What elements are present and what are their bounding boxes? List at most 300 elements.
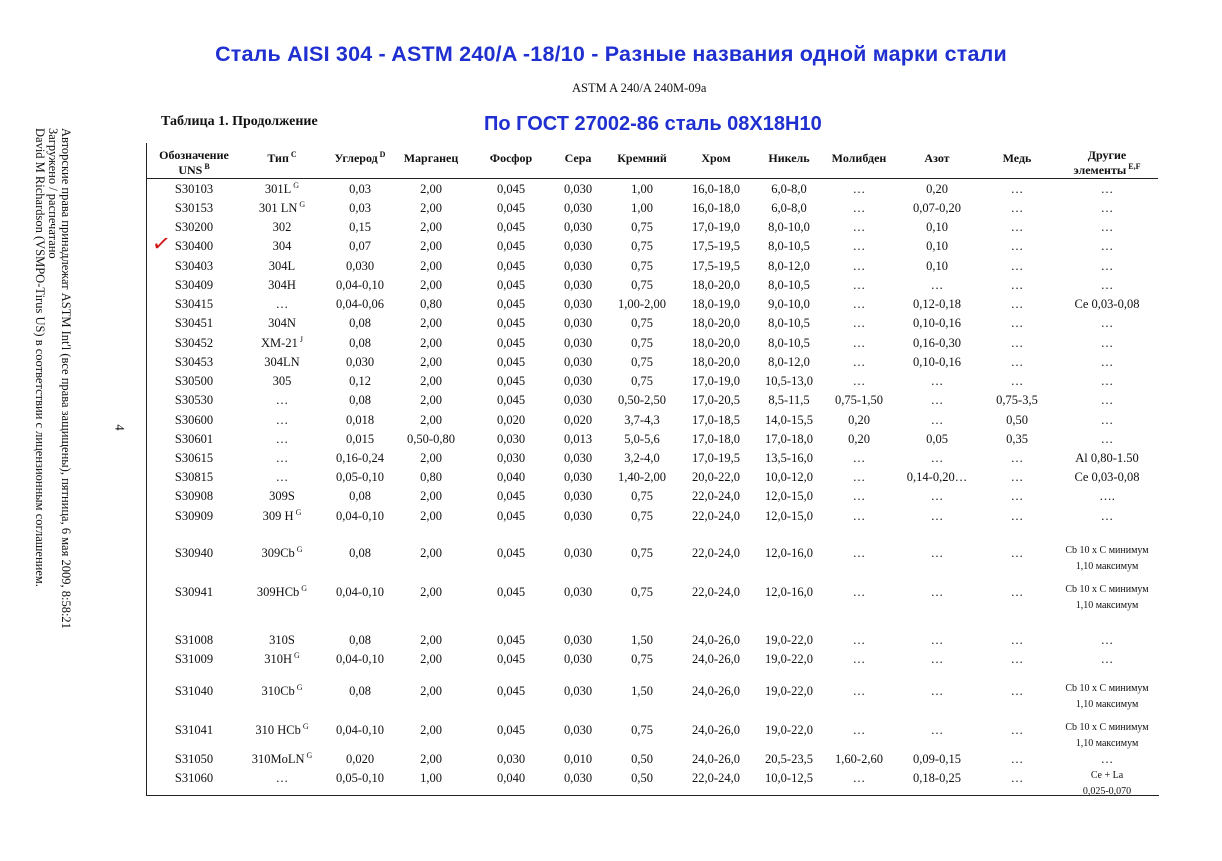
- footnote-marker: C: [288, 150, 297, 159]
- check-mark-icon: ✓: [150, 230, 173, 259]
- table-cell: 12,0-15,0: [765, 489, 813, 503]
- table-cell: 18,0-20,0: [692, 316, 740, 330]
- table-cell: …: [1010, 633, 1024, 647]
- table-cell-note: 1,10 максимум: [1075, 699, 1139, 710]
- table-cell: S30600: [174, 413, 214, 427]
- table-cell: …: [1100, 201, 1114, 215]
- table-cell: 0,030: [563, 509, 593, 523]
- table-cell: 0,18-0,25: [913, 771, 961, 785]
- table-cell: …: [930, 413, 944, 427]
- table-cell: 0,030: [563, 684, 593, 698]
- table-cell: …: [275, 470, 289, 484]
- table-cell: 0,030: [345, 355, 375, 369]
- table-cell: 6,0-8,0: [771, 201, 807, 215]
- table-cell: 24,0-26,0: [692, 684, 740, 698]
- table-cell: S30601: [174, 432, 214, 446]
- table-cell: …: [852, 684, 866, 698]
- header-divider: [146, 178, 1158, 179]
- table-cell: 24,0-26,0: [692, 633, 740, 647]
- table-cell: 309Cb $^G$: [261, 544, 303, 560]
- table-cell: 0,030: [563, 470, 593, 484]
- table-cell: 0,030: [563, 393, 593, 407]
- table-cell: 0,07: [349, 239, 371, 253]
- table-cell-note: 1,10 максимум: [1075, 738, 1139, 749]
- table-cell: S30452: [174, 336, 214, 350]
- table-cell-note: 1,10 максимум: [1075, 600, 1139, 611]
- table-cell: 0,75: [631, 374, 653, 388]
- table-cell: 2,00: [420, 752, 442, 766]
- table-cell: S30409: [174, 278, 214, 292]
- table-cell: S30415: [174, 297, 214, 311]
- table-cell: …: [852, 182, 866, 196]
- table-cell: 24,0-26,0: [692, 723, 740, 737]
- footnote-marker: G: [294, 544, 303, 554]
- footnote-marker: J: [297, 334, 303, 344]
- table-cell: 310Cb $^G$: [261, 682, 303, 698]
- table-cell: 0,09-0,15: [913, 752, 961, 766]
- table-cell: …: [852, 259, 866, 273]
- table-cell: 5,0-5,6: [624, 432, 660, 446]
- table-cell: …: [1010, 259, 1024, 273]
- table-cell: …: [930, 652, 944, 666]
- table-cell: 310MoLN $^G$: [251, 750, 313, 766]
- table-cell: …: [1010, 470, 1024, 484]
- table-cell: 0,030: [563, 336, 593, 350]
- table-cell: 0,04-0,10: [336, 509, 384, 523]
- table-cell: 18,0-20,0: [692, 355, 740, 369]
- table-cell: 0,50-0,80: [407, 432, 455, 446]
- table-cell: 0,80: [420, 470, 442, 484]
- table-cell: 0,04-0,10: [336, 585, 384, 599]
- table-cell: 304L: [268, 259, 296, 273]
- table-cell: 0,030: [496, 432, 526, 446]
- table-cell: 2,00: [420, 413, 442, 427]
- table-cell: …: [852, 723, 866, 737]
- table-cell: S30200: [174, 220, 214, 234]
- column-header-line2: UNS $^B$: [178, 162, 210, 177]
- table-cell-note: 1,10 максимум: [1075, 561, 1139, 572]
- table-cell: 16,0-18,0: [692, 182, 740, 196]
- table-cell: 0,045: [496, 239, 526, 253]
- table-cell: …: [1100, 633, 1114, 647]
- table-cell: 0,030: [563, 316, 593, 330]
- table-cell: 19,0-22,0: [765, 723, 813, 737]
- table-cell: 22,0-24,0: [692, 585, 740, 599]
- table-cell: 0,75: [631, 259, 653, 273]
- table-cell: 10,0-12,0: [765, 470, 813, 484]
- table-cell: 310 HCb $^G$: [255, 721, 309, 737]
- table-cell: …: [1010, 723, 1024, 737]
- table-cell: 22,0-24,0: [692, 546, 740, 560]
- footnote-marker: E,F: [1126, 162, 1141, 171]
- table-cell: 0,045: [496, 633, 526, 647]
- table-cell: 0,018: [345, 413, 375, 427]
- table-cell: …: [930, 489, 944, 503]
- table-cell: 309S: [269, 489, 295, 503]
- table-cell: …: [1010, 336, 1024, 350]
- table-cell: 0,030: [563, 278, 593, 292]
- table-cell: 0,045: [496, 316, 526, 330]
- table-cell: …: [852, 316, 866, 330]
- table-cell: 2,00: [420, 684, 442, 698]
- table-cell: 0,030: [496, 451, 526, 465]
- table-cell: 0,013: [563, 432, 593, 446]
- table-cell: 17,0-18,0: [765, 432, 813, 446]
- footnote-marker: G: [291, 180, 300, 190]
- table-cell: 0,020: [345, 752, 375, 766]
- table-cell: …: [275, 297, 289, 311]
- table-cell: 309HCb $^G$: [256, 583, 308, 599]
- table-cell: …: [852, 201, 866, 215]
- table-cell: 8,0-10,5: [768, 239, 810, 253]
- table-cell: 0,045: [496, 509, 526, 523]
- table-cell: S30451: [174, 316, 214, 330]
- table-cell: …: [852, 239, 866, 253]
- table-cell: 0,08: [349, 684, 371, 698]
- table-cell: 1,00: [420, 771, 442, 785]
- table-cell: 14,0-15,5: [765, 413, 813, 427]
- table-cell: S30453: [174, 355, 214, 369]
- table-cell: Ce 0,03-0,08: [1074, 470, 1140, 484]
- table-cell: S30909: [174, 509, 214, 523]
- table-cell: S30941: [174, 585, 214, 599]
- table-cell: 0,75: [631, 239, 653, 253]
- table-cell: …: [1010, 451, 1024, 465]
- table-cell: 304N: [268, 316, 296, 330]
- column-header: Сера: [564, 151, 592, 165]
- table-cell: 0,20: [848, 413, 870, 427]
- table-cell: …: [1010, 374, 1024, 388]
- table-cell: S30103: [174, 182, 214, 196]
- table-cell: 0,75: [631, 489, 653, 503]
- table-cell: 0,75: [631, 652, 653, 666]
- table-cell: 0,75: [631, 278, 653, 292]
- table-cell: 2,00: [420, 489, 442, 503]
- table-cell: 0,10-0,16: [913, 355, 961, 369]
- table-cell: 0,80: [420, 297, 442, 311]
- table-cell: S31060: [174, 771, 214, 785]
- table-cell: …: [1010, 585, 1024, 599]
- table-cell: 22,0-24,0: [692, 509, 740, 523]
- table-cell: 1,00: [631, 182, 653, 196]
- column-header: Никель: [768, 151, 810, 165]
- column-header: Азот: [924, 151, 950, 165]
- table-cell: 0,04-0,10: [336, 652, 384, 666]
- table-cell: 0,15: [349, 220, 371, 234]
- table-cell: 17,0-19,0: [692, 374, 740, 388]
- table-cell: 8,0-10,5: [768, 336, 810, 350]
- table-cell: 19,0-22,0: [765, 684, 813, 698]
- table-cell: 17,0-19,5: [692, 451, 740, 465]
- table-cell: 0,045: [496, 278, 526, 292]
- page-title: Сталь AISI 304 - ASTM 240/A -18/10 - Разные названия одной марки стали: [215, 42, 1007, 66]
- table-cell: …: [1100, 239, 1114, 253]
- table-cell: …: [1010, 489, 1024, 503]
- table-cell: 2,00: [420, 633, 442, 647]
- column-header: Марганец: [403, 151, 459, 165]
- table-cell: …: [275, 393, 289, 407]
- table-cell: 10,5-13,0: [765, 374, 813, 388]
- table-cell: 2,00: [420, 451, 442, 465]
- copyright-line: Авторские права принадлежат ASTM Int'l (все права защищены), пятница, 6 мая 2009, 8:58:21: [59, 128, 73, 629]
- table-cell: 0,040: [496, 470, 526, 484]
- table-cell: 0,04-0,10: [336, 723, 384, 737]
- table-cell: …: [1010, 752, 1024, 766]
- table-cell: 0,12-0,18: [913, 297, 961, 311]
- table-cell: …: [1010, 182, 1024, 196]
- table-cell: 0,08: [349, 633, 371, 647]
- table-cell: …: [1010, 355, 1024, 369]
- table-cell: 0,35: [1006, 432, 1028, 446]
- table-cell: 0,05: [926, 432, 948, 446]
- table-cell: 18,0-20,0: [692, 278, 740, 292]
- table-cell: 2,00: [420, 374, 442, 388]
- table-cell: 0,030: [563, 201, 593, 215]
- table-cell: S30403: [174, 259, 214, 273]
- table-cell: 1,40-2,00: [618, 470, 666, 484]
- table-cell: 0,08: [349, 336, 371, 350]
- table-cell: 9,0-10,0: [768, 297, 810, 311]
- table-cell: 18,0-20,0: [692, 336, 740, 350]
- table-cell: 0,12: [349, 374, 371, 388]
- table-cell: XM-21 $^J$: [261, 334, 303, 350]
- table-cell: S30615: [174, 451, 214, 465]
- table-cell: 1,50: [631, 684, 653, 698]
- table-cell: 0,045: [496, 489, 526, 503]
- table-cell: 0,045: [496, 355, 526, 369]
- table-cell: …: [1010, 297, 1024, 311]
- table-cell: …: [1100, 413, 1114, 427]
- table-cell: S30908: [174, 489, 214, 503]
- table-cell: 301 LN $^G$: [258, 199, 306, 215]
- table-cell: 13,5-16,0: [765, 451, 813, 465]
- table-cell: …: [1010, 201, 1024, 215]
- footnote-marker: G: [297, 199, 306, 209]
- standard-label: ASTM A 240/A 240M-09a: [572, 81, 707, 95]
- table-cell: 301L $^G$: [264, 180, 300, 196]
- footnote-marker: G: [299, 583, 308, 593]
- table-cell: 0,045: [496, 393, 526, 407]
- table-cell: 0,045: [496, 546, 526, 560]
- table-cell: 0,07-0,20: [913, 201, 961, 215]
- table-cell: …: [275, 451, 289, 465]
- table-cell: 0,045: [496, 723, 526, 737]
- table-cell: …: [852, 374, 866, 388]
- table-cell: 0,05-0,10: [336, 771, 384, 785]
- table-cell: 2,00: [420, 652, 442, 666]
- table-cell: 0,030: [563, 546, 593, 560]
- table-cell: 17,0-19,0: [692, 220, 740, 234]
- table-cell: 0,75: [631, 723, 653, 737]
- table-cell: 17,0-18,0: [692, 432, 740, 446]
- table-cell: 3,7-4,3: [624, 413, 660, 427]
- table-cell: 0,030: [563, 585, 593, 599]
- table-cell: …: [1010, 546, 1024, 560]
- table-cell: 0,08: [349, 489, 371, 503]
- table-cell: …: [1010, 652, 1024, 666]
- table-cell: …: [930, 393, 944, 407]
- table-cell: 0,75: [631, 220, 653, 234]
- table-cell: 0,030: [563, 771, 593, 785]
- table-cell: 0,50: [631, 771, 653, 785]
- table-cell: S31041: [174, 723, 214, 737]
- table-cell: 0,030: [345, 259, 375, 273]
- table-cell: Cb 10 x C минимум: [1065, 545, 1149, 556]
- table-cell: 0,03: [349, 201, 371, 215]
- table-cell: …: [930, 585, 944, 599]
- table-cell: 18,0-19,0: [692, 297, 740, 311]
- table-cell: 304H: [268, 278, 296, 292]
- table-cell: ….: [1099, 489, 1115, 503]
- table-cell: …: [1100, 278, 1114, 292]
- table-cell: 0,04-0,06: [336, 297, 384, 311]
- table-cell: 8,0-10,5: [768, 316, 810, 330]
- table-cell: 0,030: [563, 259, 593, 273]
- table-cell: 0,030: [563, 451, 593, 465]
- table-cell: Cb 10 x C минимум: [1065, 722, 1149, 733]
- table-cell: …: [1100, 336, 1114, 350]
- table-cell: 0,75: [631, 585, 653, 599]
- table-cell: 3,2-4,0: [624, 451, 660, 465]
- table-cell: 1,00: [631, 201, 653, 215]
- table-cell: 0,10: [926, 220, 948, 234]
- table-cell: S31009: [174, 652, 214, 666]
- table-cell: 2,00: [420, 723, 442, 737]
- table-cell: 2,00: [420, 546, 442, 560]
- table-cell: …: [275, 432, 289, 446]
- table-cell: …: [852, 278, 866, 292]
- table-cell: …: [1100, 220, 1114, 234]
- table-cell: 0,10: [926, 239, 948, 253]
- table-cell: S30940: [174, 546, 214, 560]
- table-cell: 6,0-8,0: [771, 182, 807, 196]
- table-cell: …: [852, 489, 866, 503]
- table-cell: 12,0-16,0: [765, 546, 813, 560]
- column-header-line2: элементы $^{E,F}$: [1073, 162, 1141, 177]
- column-header: Хром: [701, 151, 731, 165]
- table-cell: 304: [272, 239, 292, 253]
- table-cell: …: [1010, 278, 1024, 292]
- table-cell: 20,5-23,5: [765, 752, 813, 766]
- column-header: Углерод $^D$: [334, 150, 386, 165]
- table-cell: 0,030: [563, 220, 593, 234]
- table-cell: S30400: [174, 239, 214, 253]
- column-header: Кремний: [617, 151, 667, 165]
- table-cell: 0,045: [496, 297, 526, 311]
- table-cell: …: [852, 355, 866, 369]
- table-cell: …: [930, 723, 944, 737]
- table-cell: 0,75-1,50: [835, 393, 883, 407]
- table-cell: …: [930, 546, 944, 560]
- table-cell: 0,015: [345, 432, 375, 446]
- table-cell: 0,10-0,16: [913, 316, 961, 330]
- table-cell: 0,75: [631, 316, 653, 330]
- table-cell: …: [1100, 432, 1114, 446]
- table-cell: 0,50-2,50: [618, 393, 666, 407]
- table-cell: …: [275, 413, 289, 427]
- table-cell: …: [1100, 316, 1114, 330]
- table-cell: 0,045: [496, 201, 526, 215]
- table-cell: 0,045: [496, 182, 526, 196]
- footnote-marker: D: [377, 150, 386, 159]
- table-cell: 2,00: [420, 316, 442, 330]
- table-cell: 0,020: [563, 413, 593, 427]
- table-cell: 2,00: [420, 336, 442, 350]
- table-cell: S30530: [174, 393, 214, 407]
- table-cell: S30500: [174, 374, 214, 388]
- table-cell: 17,0-18,5: [692, 413, 740, 427]
- table-cell: 0,045: [496, 259, 526, 273]
- table-cell: 22,0-24,0: [692, 771, 740, 785]
- table-cell: …: [930, 633, 944, 647]
- table-cell: 0,030: [563, 652, 593, 666]
- table-cell: 0,045: [496, 336, 526, 350]
- table-cell: 0,030: [563, 355, 593, 369]
- table-cell: 12,0-15,0: [765, 509, 813, 523]
- table-cell: S31040: [174, 684, 214, 698]
- table-cell: 0,045: [496, 220, 526, 234]
- table-cell: 0,20: [848, 432, 870, 446]
- table-cell: …: [852, 652, 866, 666]
- table-cell: 1,00-2,00: [618, 297, 666, 311]
- table-cell: 2,00: [420, 509, 442, 523]
- table-cell: 305: [272, 374, 292, 388]
- table-cell: 310H $^G$: [264, 650, 300, 666]
- table-cell: 8,0-10,0: [768, 220, 810, 234]
- table-cell: 17,5-19,5: [692, 259, 740, 273]
- table-cell: 1,60-2,60: [835, 752, 883, 766]
- table-cell: 0,045: [496, 684, 526, 698]
- footnote-marker: G: [294, 682, 303, 692]
- table-cell: …: [1010, 220, 1024, 234]
- table-cell: …: [852, 585, 866, 599]
- table-cell-note: 0,025-0,070: [1082, 786, 1132, 797]
- footnote-marker: G: [300, 721, 309, 731]
- table-caption: Таблица 1. Продолжение: [161, 114, 318, 129]
- page-number: 4: [112, 424, 127, 431]
- table-cell: 24,0-26,0: [692, 752, 740, 766]
- table-cell: 0,50: [1006, 413, 1028, 427]
- table-cell: 0,08: [349, 316, 371, 330]
- table-cell: 12,0-16,0: [765, 585, 813, 599]
- table-cell: 0,75: [631, 546, 653, 560]
- table-cell: 0,75: [631, 355, 653, 369]
- table-cell: Cb 10 x C минимум: [1065, 683, 1149, 694]
- table-cell: …: [1100, 509, 1114, 523]
- column-header: Молибден: [831, 151, 887, 165]
- column-header: Фосфор: [489, 151, 533, 165]
- table-cell: 0,030: [563, 297, 593, 311]
- table-cell: 0,030: [563, 723, 593, 737]
- table-cell: …: [930, 451, 944, 465]
- table-cell: …: [1100, 752, 1114, 766]
- column-header: Обозначение: [159, 148, 229, 162]
- table-cell: 8,0-10,5: [768, 278, 810, 292]
- column-header: Медь: [1002, 151, 1032, 165]
- table-cell: …: [275, 771, 289, 785]
- table-cell: 0,030: [563, 239, 593, 253]
- table-cell: 309 H $^G$: [262, 507, 302, 523]
- table-cell: 0,040: [496, 771, 526, 785]
- table-cell: …: [1010, 316, 1024, 330]
- table-cell: …: [1010, 239, 1024, 253]
- table-cell: 0,030: [496, 752, 526, 766]
- table-cell: S30153: [174, 201, 214, 215]
- column-header: Другие: [1087, 148, 1127, 162]
- table-cell: …: [852, 633, 866, 647]
- table-cell: …: [852, 297, 866, 311]
- license-line: David M Richardson (VSMPO-Tirus US) в соответствии с лицензионным соглашением.: [33, 128, 47, 587]
